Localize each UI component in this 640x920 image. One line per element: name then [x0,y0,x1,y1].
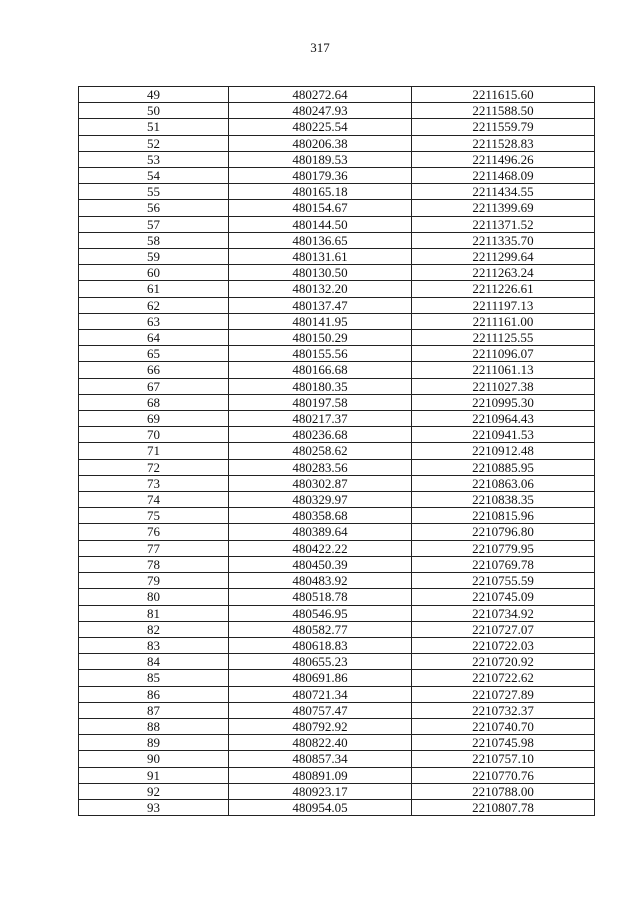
coordinates-table-body [79,87,595,816]
y-coordinate-cell: 2210755.59 [412,573,595,589]
table-row [79,702,595,718]
point-number-cell: 75 [79,508,229,524]
x-coordinate-cell: 480792.92 [229,718,412,734]
table-row [79,686,595,702]
point-number-cell: 92 [79,783,229,799]
x-coordinate-cell: 480422.22 [229,540,412,556]
y-coordinate-cell: 2210912.48 [412,443,595,459]
x-coordinate-cell: 480131.61 [229,249,412,265]
y-coordinate-cell: 2210745.98 [412,735,595,751]
x-coordinate-cell: 480141.95 [229,313,412,329]
x-coordinate-cell: 480247.93 [229,103,412,119]
y-coordinate-cell: 2211615.60 [412,87,595,103]
y-coordinate-cell: 2211528.83 [412,135,595,151]
table-row [79,605,595,621]
table-row [79,330,595,346]
table-row [79,281,595,297]
point-number-cell: 69 [79,411,229,427]
table-row [79,346,595,362]
table-row [79,216,595,232]
table-row [79,119,595,135]
table-row [79,654,595,670]
point-number-cell: 86 [79,686,229,702]
table-row [79,362,595,378]
point-number-cell: 78 [79,556,229,572]
x-coordinate-cell: 480225.54 [229,119,412,135]
table-row [79,751,595,767]
table-row [79,718,595,734]
x-coordinate-cell: 480329.97 [229,492,412,508]
coordinates-table [78,86,595,816]
y-coordinate-cell: 2210722.62 [412,670,595,686]
table-row [79,799,595,815]
point-number-cell: 87 [79,702,229,718]
x-coordinate-cell: 480236.68 [229,427,412,443]
table-row [79,459,595,475]
x-coordinate-cell: 480272.64 [229,87,412,103]
table-row [79,411,595,427]
point-number-cell: 91 [79,767,229,783]
y-coordinate-cell: 2210734.92 [412,605,595,621]
y-coordinate-cell: 2211588.50 [412,103,595,119]
table-row [79,87,595,103]
table-row [79,313,595,329]
y-coordinate-cell: 2211335.70 [412,232,595,248]
table-row [79,103,595,119]
table-row [79,492,595,508]
table-row [79,427,595,443]
y-coordinate-cell: 2211299.64 [412,249,595,265]
x-coordinate-cell: 480302.87 [229,475,412,491]
point-number-cell: 62 [79,297,229,313]
point-number-cell: 93 [79,799,229,815]
table-row [79,265,595,281]
y-coordinate-cell: 2210796.80 [412,524,595,540]
table-row [79,297,595,313]
y-coordinate-cell: 2211371.52 [412,216,595,232]
x-coordinate-cell: 480618.83 [229,637,412,653]
point-number-cell: 59 [79,249,229,265]
table-row [79,670,595,686]
x-coordinate-cell: 480179.36 [229,168,412,184]
x-coordinate-cell: 480483.92 [229,573,412,589]
point-number-cell: 82 [79,621,229,637]
y-coordinate-cell: 2210740.70 [412,718,595,734]
point-number-cell: 77 [79,540,229,556]
x-coordinate-cell: 480166.68 [229,362,412,378]
point-number-cell: 71 [79,443,229,459]
x-coordinate-cell: 480546.95 [229,605,412,621]
point-number-cell: 76 [79,524,229,540]
x-coordinate-cell: 480132.20 [229,281,412,297]
point-number-cell: 84 [79,654,229,670]
table-row [79,508,595,524]
table-row [79,135,595,151]
point-number-cell: 50 [79,103,229,119]
x-coordinate-cell: 480891.09 [229,767,412,783]
x-coordinate-cell: 480206.38 [229,135,412,151]
point-number-cell: 58 [79,232,229,248]
point-number-cell: 52 [79,135,229,151]
y-coordinate-cell: 2211096.07 [412,346,595,362]
y-coordinate-cell: 2210995.30 [412,394,595,410]
point-number-cell: 89 [79,735,229,751]
y-coordinate-cell: 2210770.76 [412,767,595,783]
x-coordinate-cell: 480130.50 [229,265,412,281]
y-coordinate-cell: 2211226.61 [412,281,595,297]
x-coordinate-cell: 480155.56 [229,346,412,362]
x-coordinate-cell: 480389.64 [229,524,412,540]
point-number-cell: 55 [79,184,229,200]
point-number-cell: 66 [79,362,229,378]
point-number-cell: 73 [79,475,229,491]
table-row [79,524,595,540]
point-number-cell: 64 [79,330,229,346]
y-coordinate-cell: 2210727.07 [412,621,595,637]
point-number-cell: 72 [79,459,229,475]
table-row [79,168,595,184]
y-coordinate-cell: 2211061.13 [412,362,595,378]
x-coordinate-cell: 480258.62 [229,443,412,459]
point-number-cell: 79 [79,573,229,589]
x-coordinate-cell: 480582.77 [229,621,412,637]
x-coordinate-cell: 480518.78 [229,589,412,605]
point-number-cell: 53 [79,151,229,167]
x-coordinate-cell: 480923.17 [229,783,412,799]
table-row [79,735,595,751]
y-coordinate-cell: 2210885.95 [412,459,595,475]
y-coordinate-cell: 2211399.69 [412,200,595,216]
y-coordinate-cell: 2211434.55 [412,184,595,200]
x-coordinate-cell: 480450.39 [229,556,412,572]
x-coordinate-cell: 480757.47 [229,702,412,718]
table-row [79,767,595,783]
table-row [79,232,595,248]
point-number-cell: 54 [79,168,229,184]
y-coordinate-cell: 2210720.92 [412,654,595,670]
x-coordinate-cell: 480283.56 [229,459,412,475]
point-number-cell: 63 [79,313,229,329]
point-number-cell: 51 [79,119,229,135]
y-coordinate-cell: 2211161.00 [412,313,595,329]
y-coordinate-cell: 2210745.09 [412,589,595,605]
y-coordinate-cell: 2211468.09 [412,168,595,184]
point-number-cell: 74 [79,492,229,508]
point-number-cell: 56 [79,200,229,216]
y-coordinate-cell: 2210941.53 [412,427,595,443]
y-coordinate-cell: 2210838.35 [412,492,595,508]
y-coordinate-cell: 2211125.55 [412,330,595,346]
table-row [79,540,595,556]
table-row [79,783,595,799]
point-number-cell: 67 [79,378,229,394]
table-row [79,394,595,410]
table-row [79,151,595,167]
point-number-cell: 81 [79,605,229,621]
y-coordinate-cell: 2210732.37 [412,702,595,718]
x-coordinate-cell: 480954.05 [229,799,412,815]
point-number-cell: 61 [79,281,229,297]
point-number-cell: 60 [79,265,229,281]
table-row [79,443,595,459]
y-coordinate-cell: 2211263.24 [412,265,595,281]
x-coordinate-cell: 480144.50 [229,216,412,232]
table-row [79,621,595,637]
x-coordinate-cell: 480150.29 [229,330,412,346]
x-coordinate-cell: 480822.40 [229,735,412,751]
x-coordinate-cell: 480154.67 [229,200,412,216]
y-coordinate-cell: 2211197.13 [412,297,595,313]
page-number: 317 [310,40,330,55]
x-coordinate-cell: 480691.86 [229,670,412,686]
x-coordinate-cell: 480137.47 [229,297,412,313]
x-coordinate-cell: 480197.58 [229,394,412,410]
x-coordinate-cell: 480358.68 [229,508,412,524]
table-row [79,589,595,605]
point-number-cell: 65 [79,346,229,362]
table-row [79,378,595,394]
point-number-cell: 85 [79,670,229,686]
y-coordinate-cell: 2210722.03 [412,637,595,653]
x-coordinate-cell: 480165.18 [229,184,412,200]
y-coordinate-cell: 2211559.79 [412,119,595,135]
table-row [79,573,595,589]
y-coordinate-cell: 2210964.43 [412,411,595,427]
x-coordinate-cell: 480721.34 [229,686,412,702]
y-coordinate-cell: 2210788.00 [412,783,595,799]
table-row [79,637,595,653]
x-coordinate-cell: 480655.23 [229,654,412,670]
x-coordinate-cell: 480857.34 [229,751,412,767]
y-coordinate-cell: 2210769.78 [412,556,595,572]
y-coordinate-cell: 2210757.10 [412,751,595,767]
point-number-cell: 83 [79,637,229,653]
table-row [79,200,595,216]
x-coordinate-cell: 480217.37 [229,411,412,427]
x-coordinate-cell: 480136.65 [229,232,412,248]
point-number-cell: 57 [79,216,229,232]
y-coordinate-cell: 2210815.96 [412,508,595,524]
y-coordinate-cell: 2210807.78 [412,799,595,815]
table-row [79,556,595,572]
point-number-cell: 68 [79,394,229,410]
point-number-cell: 70 [79,427,229,443]
x-coordinate-cell: 480189.53 [229,151,412,167]
y-coordinate-cell: 2210863.06 [412,475,595,491]
table-row [79,184,595,200]
y-coordinate-cell: 2211496.26 [412,151,595,167]
y-coordinate-cell: 2210727.89 [412,686,595,702]
point-number-cell: 49 [79,87,229,103]
y-coordinate-cell: 2210779.95 [412,540,595,556]
x-coordinate-cell: 480180.35 [229,378,412,394]
table-row [79,475,595,491]
point-number-cell: 90 [79,751,229,767]
point-number-cell: 80 [79,589,229,605]
y-coordinate-cell: 2211027.38 [412,378,595,394]
point-number-cell: 88 [79,718,229,734]
table-row [79,249,595,265]
